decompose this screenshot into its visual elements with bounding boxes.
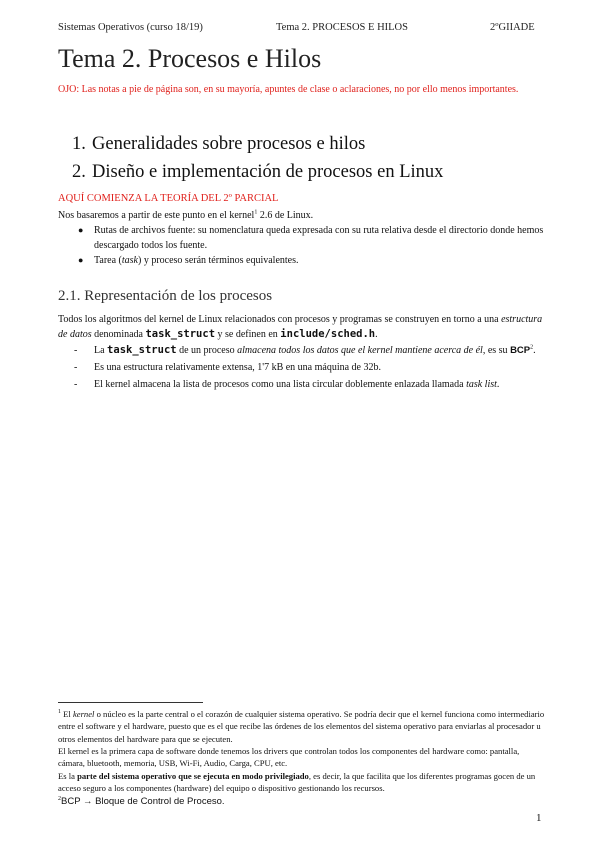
- intro-text-end: 2.6 de Linux.: [257, 210, 314, 221]
- dash-text-end: .: [533, 345, 536, 356]
- dash-item: [74, 359, 554, 376]
- outline-item: [72, 130, 552, 158]
- code-sched-path: include/sched.h: [280, 328, 376, 340]
- header-left: Sistemas Operativos (curso 18/19): [58, 22, 203, 33]
- code-task-struct: task_struct: [107, 344, 177, 356]
- intro-paragraph: [58, 208, 538, 223]
- footnote-ref-1[interactable]: 1: [254, 209, 258, 216]
- footnote-1: [58, 708, 548, 745]
- footnote-text: o núcleo es la parte central o el corazón de cualquier sistema operativo. Se podría decir que el kernel funciona como intermediario entre el software y el hardware, puesto que es el que recibe las órdenes de los elementos del sistema operativo para enviarlas al procesador u otros elementos del hardware para que se ejecuten.: [58, 709, 545, 744]
- outline-text: Generalidades sobre procesos e hilos: [92, 134, 366, 154]
- dash-text: Es una estructura relativamente extensa, 1'7 kB en una máquina de 32b.: [94, 362, 381, 373]
- bullet-item: [78, 223, 548, 253]
- ojo-note: OJO: Las notas a pie de página son, en su mayoría, apuntes de clase o aclaraciones, no por ello menos importantes.: [58, 84, 519, 95]
- footnote-text: BCP → Bloque de Control de Proceso.: [61, 796, 225, 807]
- bullet-item: [78, 253, 548, 268]
- dash-italic: almacena todos los datos que el kernel mantiene acerca de él: [237, 345, 483, 356]
- page-title: Tema 2. Procesos e Hilos: [58, 44, 322, 73]
- para-text: Todos los algoritmos del kernel de Linux relacionados con procesos y programas se construyen en torno a una: [58, 314, 502, 325]
- dash-italic: task list: [466, 379, 497, 390]
- dash-text: de un proceso: [176, 345, 238, 356]
- outline-text: Diseño e implementación de procesos en Linux: [92, 162, 444, 182]
- dash-icon: -: [74, 345, 78, 356]
- bullet-text-end: ) y proceso serán términos equivalentes.: [138, 255, 299, 266]
- footnote-ref-2[interactable]: 2: [530, 344, 534, 351]
- dash-bold: BCP: [510, 345, 531, 356]
- dash-text-end: .: [496, 379, 500, 390]
- dash-item: [74, 342, 554, 359]
- theory-start-heading: AQUÍ COMIENZA LA TEORÍA DEL 2º PARCIAL: [58, 193, 279, 204]
- bullet-text: Rutas de archivos fuente: su nomenclatura queda expresada con su ruta relativa desde el directorio donde hemos descargado todos los fuente.: [94, 225, 544, 251]
- footnote-marker: 1: [58, 709, 61, 716]
- footnote-marker: 2: [58, 796, 61, 803]
- footnote-italic: kernel: [72, 709, 95, 719]
- dash-icon: -: [74, 379, 78, 390]
- footnote-1-cont2: [58, 770, 548, 795]
- footnote-bold: parte del sistema operativo que se ejecuta en modo privilegiado: [77, 771, 309, 781]
- para-text: y se definen en: [215, 329, 281, 340]
- code-task-struct: task_struct: [145, 328, 216, 340]
- section-heading: 2.1. Representación de los procesos: [58, 288, 273, 304]
- header-center: Tema 2. PROCESOS E HILOS: [276, 22, 408, 33]
- header-right: 2ºGIIADE: [490, 22, 535, 33]
- dash-list: [74, 342, 554, 393]
- section-paragraph: [58, 312, 544, 342]
- dash-text: La: [94, 345, 108, 356]
- para-text-end: .: [375, 329, 378, 340]
- footnote-text: El: [61, 709, 73, 719]
- dash-text: El kernel almacena la lista de procesos como una lista circular doblemente enlazada llamada: [94, 379, 467, 390]
- bullet-list: [78, 223, 548, 268]
- outline-number: 2.: [72, 162, 86, 182]
- intro-text: Nos basaremos a partir de este punto en el kernel: [58, 210, 255, 221]
- bullet-text: Tarea (: [94, 255, 122, 266]
- para-text: denominada: [91, 329, 146, 340]
- dash-item: [74, 376, 554, 393]
- outline-number: 1.: [72, 134, 86, 154]
- bullet-italic: task: [121, 255, 138, 266]
- bullet-icon: ●: [78, 225, 84, 235]
- dash-icon: -: [74, 362, 78, 373]
- para-italic: estructura de datos: [58, 314, 543, 340]
- footnote-text: Es la: [58, 771, 78, 781]
- outline-item: [72, 158, 552, 186]
- outline-list: [72, 130, 552, 186]
- bullet-icon: ●: [78, 255, 84, 265]
- footnote-separator: [58, 702, 203, 703]
- page-number: 1: [536, 812, 542, 824]
- footnote-text: , es decir, la que facilita que los diferentes programas gocen de un acceso seguro a los componentes (hardware) del equipo o dispositivo gestionando los recursos.: [58, 771, 536, 794]
- footnote-1-cont: El kernel es la primera capa de software donde tenemos los drivers que controlan todos los componentes del hardware como: pantalla, cámara, bluetooth, memoria, USB, Wi-Fi, Audio, Carga, CPU, etc.: [58, 746, 520, 769]
- dash-text: , es su: [482, 345, 511, 356]
- footnote-2: [58, 795, 548, 808]
